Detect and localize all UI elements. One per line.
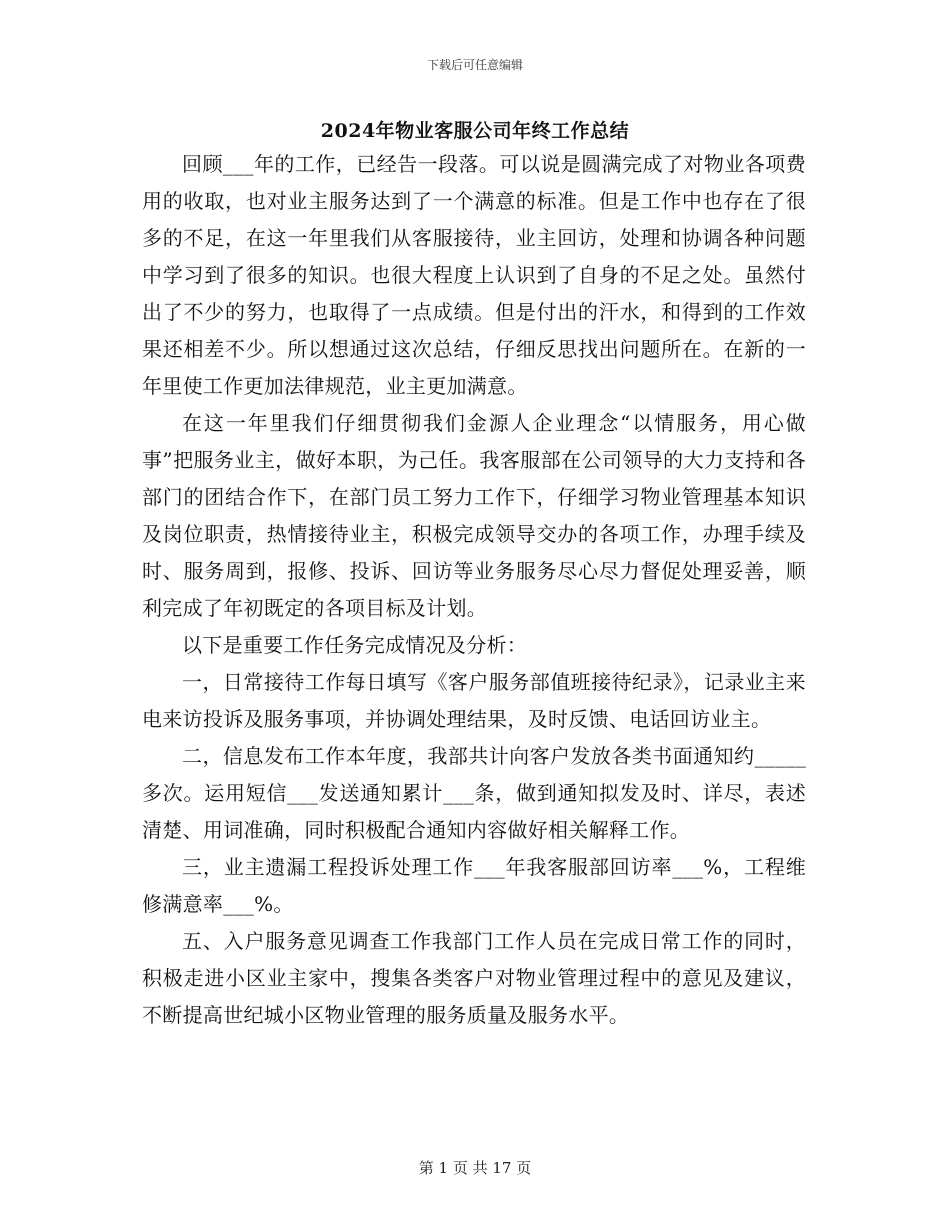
paragraph-task-complaints: 三，业主遗漏工程投诉处理工作___年我客服部回访率___%，工程维修满意率___%。 <box>142 855 806 916</box>
document-body <box>142 146 806 1034</box>
paragraph-intro-tasks: 以下是重要工作任务完成情况及分析： <box>182 633 528 657</box>
paragraph-review: 回顾___年的工作，已经告一段落。可以说是圆满完成了对物业各项费用的收取，也对业主服务达到了一个满意的标准。但是工作中也存在了很多的不足，在这一年里我们从客服接待，业主回访，处理和协调各种问题中学习到了很多的知识。也很大程度上认识到了自身的不足之处。虽然付出了不少的努力，也取得了一点成绩。但是付出的汗水，和得到的工作效果还相差不少。所以想通过这次总结，仔细反思找出问题所在。在新的一年里使工作更加法律规范，业主更加满意。 <box>142 152 806 398</box>
paragraph-task-reception: 一，日常接待工作每日填写《客户服务部值班接待纪录》，记录业主来电来访投诉及服务事项，并协调处理结果，及时反馈、电话回访业主。 <box>142 670 806 731</box>
document-title: 2024年物业客服公司年终工作总结 <box>320 120 630 142</box>
page-footer: 第 1 页 共 17 页 <box>418 1159 532 1177</box>
paragraph-task-survey: 五、入户服务意见调查工作我部门工作人员在完成日常工作的同时，积极走进小区业主家中，搜集各类客户对物业管理过程中的意见及建议，不断提高世纪城小区物业管理的服务质量及服务水平。 <box>142 929 806 1027</box>
paragraph-philosophy: 在这一年里我们仔细贯彻我们金源人企业理念“以情服务，用心做事”把服务业主，做好本职，为己任。我客服部在公司领导的大力支持和各部门的团结合作下，在部门员工努力工作下，仔细学习物业管理基本知识及岗位职责，热情接待业主，积极完成领导交办的各项工作，办理手续及时、服务周到，报修、投诉、回访等业务服务尽心尽力督促处理妥善，顺利完成了年初既定的各项目标及计划。 <box>142 411 806 620</box>
header-note: 下载后可任意编辑 <box>426 58 523 72</box>
paragraph-task-notices: 二，信息发布工作本年度，我部共计向客户发放各类书面通知约_____多次。运用短信___发送通知累计___条，做到通知拟发及时、详尽，表述清楚、用词准确，同时积极配合通知内容做好相关解释工作。 <box>142 744 806 842</box>
